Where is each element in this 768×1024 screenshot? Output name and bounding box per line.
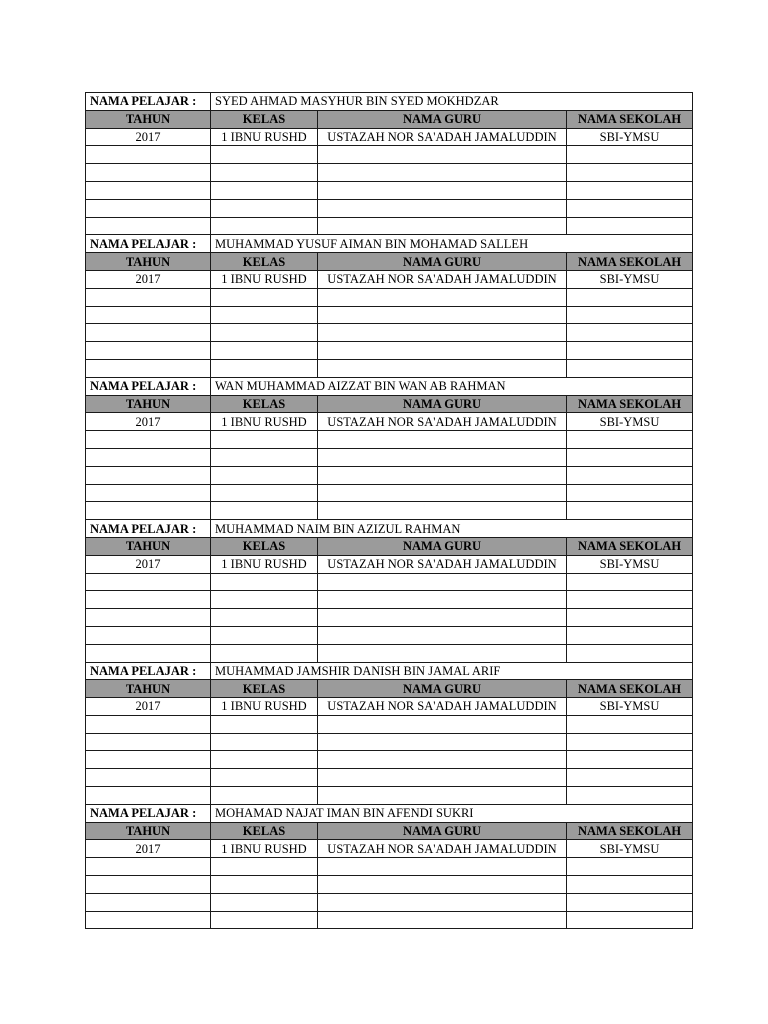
empty-cell bbox=[86, 199, 211, 217]
empty-cell bbox=[211, 502, 318, 520]
empty-cell bbox=[211, 769, 318, 787]
empty-row bbox=[86, 164, 693, 182]
nama-pelajar-label: NAMA PELAJAR : bbox=[86, 93, 211, 111]
empty-cell bbox=[86, 217, 211, 235]
empty-cell bbox=[86, 751, 211, 769]
empty-cell bbox=[318, 893, 567, 911]
empty-cell bbox=[567, 787, 693, 805]
kelas-cell: 1 IBNU RUSHD bbox=[211, 270, 318, 288]
empty-cell bbox=[86, 787, 211, 805]
empty-cell bbox=[318, 146, 567, 164]
nama-guru-header: NAMA GURU bbox=[318, 822, 567, 840]
kelas-header: KELAS bbox=[211, 395, 318, 413]
empty-cell bbox=[318, 591, 567, 609]
column-header-row bbox=[86, 395, 693, 413]
student-name-row bbox=[86, 520, 693, 538]
empty-cell bbox=[318, 484, 567, 502]
empty-cell bbox=[567, 217, 693, 235]
empty-row bbox=[86, 591, 693, 609]
empty-row bbox=[86, 626, 693, 644]
nama-pelajar-label: NAMA PELAJAR : bbox=[86, 662, 211, 680]
tahun-header: TAHUN bbox=[86, 110, 211, 128]
tahun-cell: 2017 bbox=[86, 698, 211, 716]
empty-cell bbox=[318, 288, 567, 306]
nama-sekolah-header: NAMA SEKOLAH bbox=[567, 253, 693, 271]
student-record-table bbox=[85, 92, 693, 929]
empty-cell bbox=[211, 626, 318, 644]
empty-cell bbox=[86, 733, 211, 751]
empty-row bbox=[86, 484, 693, 502]
column-header-row bbox=[86, 110, 693, 128]
empty-cell bbox=[211, 573, 318, 591]
empty-cell bbox=[211, 609, 318, 627]
empty-cell bbox=[86, 715, 211, 733]
empty-row bbox=[86, 431, 693, 449]
nama-guru-header: NAMA GURU bbox=[318, 253, 567, 271]
nama-sekolah-cell: SBI-YMSU bbox=[567, 270, 693, 288]
empty-row bbox=[86, 644, 693, 662]
student-name-row bbox=[86, 662, 693, 680]
empty-cell bbox=[567, 288, 693, 306]
nama-guru-header: NAMA GURU bbox=[318, 110, 567, 128]
empty-row bbox=[86, 199, 693, 217]
empty-cell bbox=[567, 591, 693, 609]
empty-row bbox=[86, 787, 693, 805]
nama-guru-cell: USTAZAH NOR SA'ADAH JAMALUDDIN bbox=[318, 555, 567, 573]
empty-cell bbox=[211, 181, 318, 199]
empty-cell bbox=[567, 359, 693, 377]
empty-row bbox=[86, 911, 693, 929]
empty-row bbox=[86, 466, 693, 484]
nama-sekolah-header: NAMA SEKOLAH bbox=[567, 537, 693, 555]
empty-cell bbox=[318, 626, 567, 644]
nama-guru-header: NAMA GURU bbox=[318, 395, 567, 413]
empty-cell bbox=[318, 787, 567, 805]
tahun-header: TAHUN bbox=[86, 395, 211, 413]
empty-row bbox=[86, 146, 693, 164]
empty-row bbox=[86, 609, 693, 627]
empty-row bbox=[86, 181, 693, 199]
empty-row bbox=[86, 769, 693, 787]
empty-cell bbox=[318, 217, 567, 235]
empty-cell bbox=[318, 342, 567, 360]
empty-cell bbox=[567, 715, 693, 733]
empty-cell bbox=[86, 484, 211, 502]
empty-cell bbox=[567, 199, 693, 217]
empty-row bbox=[86, 876, 693, 894]
student-name: MOHAMAD NAJAT IMAN BIN AFENDI SUKRI bbox=[211, 804, 693, 822]
kelas-cell: 1 IBNU RUSHD bbox=[211, 840, 318, 858]
nama-sekolah-header: NAMA SEKOLAH bbox=[567, 395, 693, 413]
student-name-row bbox=[86, 804, 693, 822]
table-row bbox=[86, 270, 693, 288]
table-row bbox=[86, 698, 693, 716]
nama-guru-cell: USTAZAH NOR SA'ADAH JAMALUDDIN bbox=[318, 128, 567, 146]
column-header-row bbox=[86, 253, 693, 271]
kelas-header: KELAS bbox=[211, 110, 318, 128]
empty-cell bbox=[211, 858, 318, 876]
empty-cell bbox=[318, 769, 567, 787]
kelas-cell: 1 IBNU RUSHD bbox=[211, 698, 318, 716]
empty-cell bbox=[567, 769, 693, 787]
empty-row bbox=[86, 502, 693, 520]
empty-cell bbox=[211, 715, 318, 733]
nama-pelajar-label: NAMA PELAJAR : bbox=[86, 235, 211, 253]
empty-cell bbox=[318, 876, 567, 894]
empty-row bbox=[86, 733, 693, 751]
empty-cell bbox=[211, 911, 318, 929]
tahun-header: TAHUN bbox=[86, 822, 211, 840]
empty-cell bbox=[318, 644, 567, 662]
tahun-cell: 2017 bbox=[86, 128, 211, 146]
empty-cell bbox=[211, 591, 318, 609]
empty-cell bbox=[86, 644, 211, 662]
empty-cell bbox=[567, 306, 693, 324]
empty-cell bbox=[318, 502, 567, 520]
empty-cell bbox=[86, 502, 211, 520]
empty-cell bbox=[211, 484, 318, 502]
empty-cell bbox=[567, 893, 693, 911]
nama-sekolah-header: NAMA SEKOLAH bbox=[567, 110, 693, 128]
empty-cell bbox=[86, 893, 211, 911]
empty-cell bbox=[567, 573, 693, 591]
nama-guru-cell: USTAZAH NOR SA'ADAH JAMALUDDIN bbox=[318, 270, 567, 288]
empty-cell bbox=[567, 484, 693, 502]
empty-row bbox=[86, 573, 693, 591]
table-row bbox=[86, 413, 693, 431]
kelas-header: KELAS bbox=[211, 253, 318, 271]
empty-cell bbox=[211, 199, 318, 217]
empty-cell bbox=[318, 431, 567, 449]
empty-cell bbox=[318, 751, 567, 769]
kelas-header: KELAS bbox=[211, 537, 318, 555]
tahun-cell: 2017 bbox=[86, 555, 211, 573]
nama-sekolah-header: NAMA SEKOLAH bbox=[567, 822, 693, 840]
student-name-row bbox=[86, 93, 693, 111]
empty-cell bbox=[211, 146, 318, 164]
nama-sekolah-cell: SBI-YMSU bbox=[567, 698, 693, 716]
nama-guru-cell: USTAZAH NOR SA'ADAH JAMALUDDIN bbox=[318, 840, 567, 858]
nama-guru-cell: USTAZAH NOR SA'ADAH JAMALUDDIN bbox=[318, 698, 567, 716]
empty-cell bbox=[86, 858, 211, 876]
empty-cell bbox=[86, 609, 211, 627]
table-row bbox=[86, 840, 693, 858]
nama-sekolah-header: NAMA SEKOLAH bbox=[567, 680, 693, 698]
empty-cell bbox=[567, 626, 693, 644]
empty-cell bbox=[567, 164, 693, 182]
empty-cell bbox=[567, 502, 693, 520]
empty-row bbox=[86, 359, 693, 377]
empty-cell bbox=[318, 466, 567, 484]
empty-cell bbox=[318, 359, 567, 377]
empty-cell bbox=[318, 733, 567, 751]
empty-cell bbox=[211, 288, 318, 306]
tahun-cell: 2017 bbox=[86, 413, 211, 431]
empty-row bbox=[86, 893, 693, 911]
empty-cell bbox=[211, 217, 318, 235]
nama-sekolah-cell: SBI-YMSU bbox=[567, 840, 693, 858]
kelas-header: KELAS bbox=[211, 680, 318, 698]
empty-cell bbox=[318, 858, 567, 876]
empty-cell bbox=[567, 431, 693, 449]
empty-cell bbox=[86, 288, 211, 306]
kelas-header: KELAS bbox=[211, 822, 318, 840]
empty-cell bbox=[318, 181, 567, 199]
empty-cell bbox=[86, 591, 211, 609]
empty-cell bbox=[211, 644, 318, 662]
empty-cell bbox=[86, 324, 211, 342]
empty-cell bbox=[211, 324, 318, 342]
empty-cell bbox=[86, 146, 211, 164]
empty-cell bbox=[86, 911, 211, 929]
empty-cell bbox=[211, 164, 318, 182]
tahun-cell: 2017 bbox=[86, 840, 211, 858]
nama-guru-header: NAMA GURU bbox=[318, 537, 567, 555]
empty-cell bbox=[318, 324, 567, 342]
empty-cell bbox=[567, 644, 693, 662]
empty-cell bbox=[318, 448, 567, 466]
student-name: MUHAMMAD NAIM BIN AZIZUL RAHMAN bbox=[211, 520, 693, 538]
empty-row bbox=[86, 342, 693, 360]
empty-cell bbox=[86, 876, 211, 894]
empty-cell bbox=[211, 751, 318, 769]
student-name-row bbox=[86, 235, 693, 253]
empty-cell bbox=[567, 609, 693, 627]
student-name-row bbox=[86, 377, 693, 395]
nama-guru-header: NAMA GURU bbox=[318, 680, 567, 698]
empty-cell bbox=[318, 573, 567, 591]
tahun-cell: 2017 bbox=[86, 270, 211, 288]
empty-cell bbox=[211, 466, 318, 484]
column-header-row bbox=[86, 537, 693, 555]
empty-row bbox=[86, 324, 693, 342]
empty-cell bbox=[567, 466, 693, 484]
kelas-cell: 1 IBNU RUSHD bbox=[211, 128, 318, 146]
empty-cell bbox=[211, 893, 318, 911]
empty-cell bbox=[211, 359, 318, 377]
empty-cell bbox=[567, 733, 693, 751]
empty-cell bbox=[211, 733, 318, 751]
kelas-cell: 1 IBNU RUSHD bbox=[211, 413, 318, 431]
empty-cell bbox=[318, 715, 567, 733]
student-name: SYED AHMAD MASYHUR BIN SYED MOKHDZAR bbox=[211, 93, 693, 111]
empty-cell bbox=[86, 306, 211, 324]
student-name: MUHAMMAD JAMSHIR DANISH BIN JAMAL ARIF bbox=[211, 662, 693, 680]
student-records bbox=[85, 92, 692, 929]
column-header-row bbox=[86, 822, 693, 840]
kelas-cell: 1 IBNU RUSHD bbox=[211, 555, 318, 573]
empty-cell bbox=[567, 911, 693, 929]
nama-guru-cell: USTAZAH NOR SA'ADAH JAMALUDDIN bbox=[318, 413, 567, 431]
nama-sekolah-cell: SBI-YMSU bbox=[567, 413, 693, 431]
empty-cell bbox=[318, 164, 567, 182]
empty-cell bbox=[211, 342, 318, 360]
empty-cell bbox=[567, 181, 693, 199]
empty-cell bbox=[567, 751, 693, 769]
empty-cell bbox=[567, 876, 693, 894]
empty-row bbox=[86, 288, 693, 306]
empty-cell bbox=[86, 573, 211, 591]
nama-pelajar-label: NAMA PELAJAR : bbox=[86, 804, 211, 822]
empty-row bbox=[86, 306, 693, 324]
empty-cell bbox=[567, 858, 693, 876]
tahun-header: TAHUN bbox=[86, 253, 211, 271]
nama-pelajar-label: NAMA PELAJAR : bbox=[86, 377, 211, 395]
empty-cell bbox=[567, 342, 693, 360]
empty-cell bbox=[86, 769, 211, 787]
student-name: WAN MUHAMMAD AIZZAT BIN WAN AB RAHMAN bbox=[211, 377, 693, 395]
empty-cell bbox=[86, 342, 211, 360]
empty-row bbox=[86, 858, 693, 876]
empty-cell bbox=[86, 448, 211, 466]
table-row bbox=[86, 128, 693, 146]
nama-pelajar-label: NAMA PELAJAR : bbox=[86, 520, 211, 538]
empty-cell bbox=[211, 787, 318, 805]
empty-cell bbox=[86, 164, 211, 182]
column-header-row bbox=[86, 680, 693, 698]
empty-cell bbox=[86, 431, 211, 449]
empty-cell bbox=[211, 306, 318, 324]
empty-cell bbox=[318, 609, 567, 627]
empty-row bbox=[86, 217, 693, 235]
empty-cell bbox=[86, 181, 211, 199]
empty-row bbox=[86, 715, 693, 733]
empty-cell bbox=[318, 199, 567, 217]
empty-cell bbox=[211, 876, 318, 894]
empty-cell bbox=[86, 359, 211, 377]
empty-row bbox=[86, 448, 693, 466]
empty-row bbox=[86, 751, 693, 769]
empty-cell bbox=[211, 431, 318, 449]
nama-sekolah-cell: SBI-YMSU bbox=[567, 555, 693, 573]
tahun-header: TAHUN bbox=[86, 537, 211, 555]
empty-cell bbox=[318, 911, 567, 929]
empty-cell bbox=[86, 466, 211, 484]
empty-cell bbox=[567, 448, 693, 466]
empty-cell bbox=[318, 306, 567, 324]
empty-cell bbox=[567, 146, 693, 164]
tahun-header: TAHUN bbox=[86, 680, 211, 698]
table-row bbox=[86, 555, 693, 573]
empty-cell bbox=[211, 448, 318, 466]
empty-cell bbox=[86, 626, 211, 644]
empty-cell bbox=[567, 324, 693, 342]
nama-sekolah-cell: SBI-YMSU bbox=[567, 128, 693, 146]
student-name: MUHAMMAD YUSUF AIMAN BIN MOHAMAD SALLEH bbox=[211, 235, 693, 253]
